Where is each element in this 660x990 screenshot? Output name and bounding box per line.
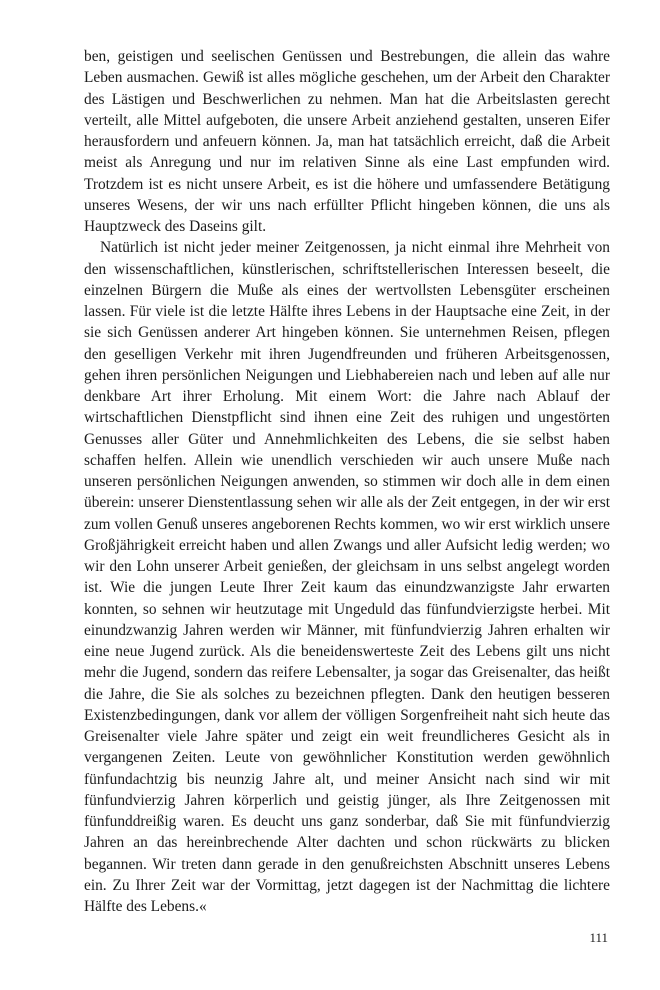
paragraph-continuation: ben, geistigen und seelischen Genüssen und Bestrebungen, die allein das wahre Leben ausmachen. Gewiß ist alles mögliche geschehen, um der Arbeit den Charakter des Lästigen und Beschwerlichen zu nehmen. Man hat die Arbeitslasten gerecht verteilt, alle Mittel aufgeboten, die unsere Arbeit anziehend gestalten, unseren Eifer herausfordern und anfeuern können. Ja, man hat tatsächlich erreicht, daß die Arbeit meist als Anregung und nur im relativen Sinne als eine Last empfunden wird. Trotzdem ist es nicht unsere Arbeit, es ist die höhere und umfassendere Betätigung unseres Wesens, der wir uns nach erfüllter Pflicht hingeben können, die uns als Hauptzweck des Daseins gilt. xyxy=(84,48,610,235)
page-body xyxy=(84,46,610,917)
page-number: 111 xyxy=(589,930,608,945)
paragraph: Natürlich ist nicht jeder meiner Zeitgenossen, ja nicht einmal ihre Mehrheit von den wissenschaftlichen, künstlerischen, schriftstellerischen Interessen beseelt, die einzelnen Bürgern die Muße als eines der wertvollsten Lebensgüter erscheinen lassen. Für viele ist die letzte Hälfte ihres Lebens in der Hauptsache eine Zeit, in der sie sich Genüssen anderer Art hingeben können. Sie unternehmen Reisen, pflegen den geselligen Verkehr mit ihren Jugendfreunden und früheren Arbeitsgenossen, gehen ihren persönlichen Neigungen und Liebhabereien nach und leben auf alle nur denkbare Art ihrer Erholung. Mit einem Wort: die Jahre nach Ablauf der wirtschaftlichen Dienstpflicht sind ihnen eine Zeit des ruhigen und ungestörten Genusses aller Güter und Annehmlichkeiten des Lebens, die sie selbst haben schaffen helfen. Allein wie unendlich verschieden wir auch unsere Muße nach unseren persönlichen Neigungen anwenden, so stimmen wir doch alle in dem einen überein: unserer Dienstentlassung sehen wir alle als der Zeit entgegen, in der wir erst zum vollen Genuß unseres angeborenen Rechts kommen, wo wir erst wirklich unsere Großjährigkeit erreicht haben und allen Zwangs und aller Aufsicht ledig werden; wo wir den Lohn unserer Arbeit genießen, der gleichsam in uns selbst angelegt worden ist. Wie die jungen Leute Ihrer Zeit kaum das einundzwanzigste Jahr erwarten konnten, so sehnen wir heutzutage mit Ungeduld das fünfundvierzigste herbei. Mit einundzwanzig Jahren werden wir Männer, mit fünfundvierzig Jahren erhalten wir eine neue Jugend zurück. Als die beneidenswerteste Zeit des Lebens gilt uns nicht mehr die Jugend, sondern das reifere Lebensalter, ja sogar das Greisenalter, das heißt die Jahre, die Sie als solches zu bezeichnen pflegten. Dank den heutigen besseren Existenzbedingungen, dank vor allem der völligen Sorgenfreiheit naht sich heute das Greisenalter viele Jahre später und zeigt ein weit freundlicheres Gesicht als in vergangenen Zeiten. Leute von gewöhnlicher Konstitution werden gewöhnlich fünfundachtzig bis neunzig Jahre alt, und meiner Ansicht nach sind wir mit fünfundvierzig Jahren körperlich und geistig jünger, als Ihre Zeitgenossen mit fünfunddreißig waren. Es deucht uns ganz sonderbar, daß Sie mit fünfundvierzig Jahren an das hereinbrechende Alter dachten und schon rückwärts zu blicken begannen. Wir treten dann gerade in den genußreichsten Abschnitt unseres Lebens ein. Zu Ihrer Zeit war der Vormittag, jetzt dagegen ist der Nachmittag die lichtere Hälfte des Lebens.« xyxy=(84,239,610,915)
